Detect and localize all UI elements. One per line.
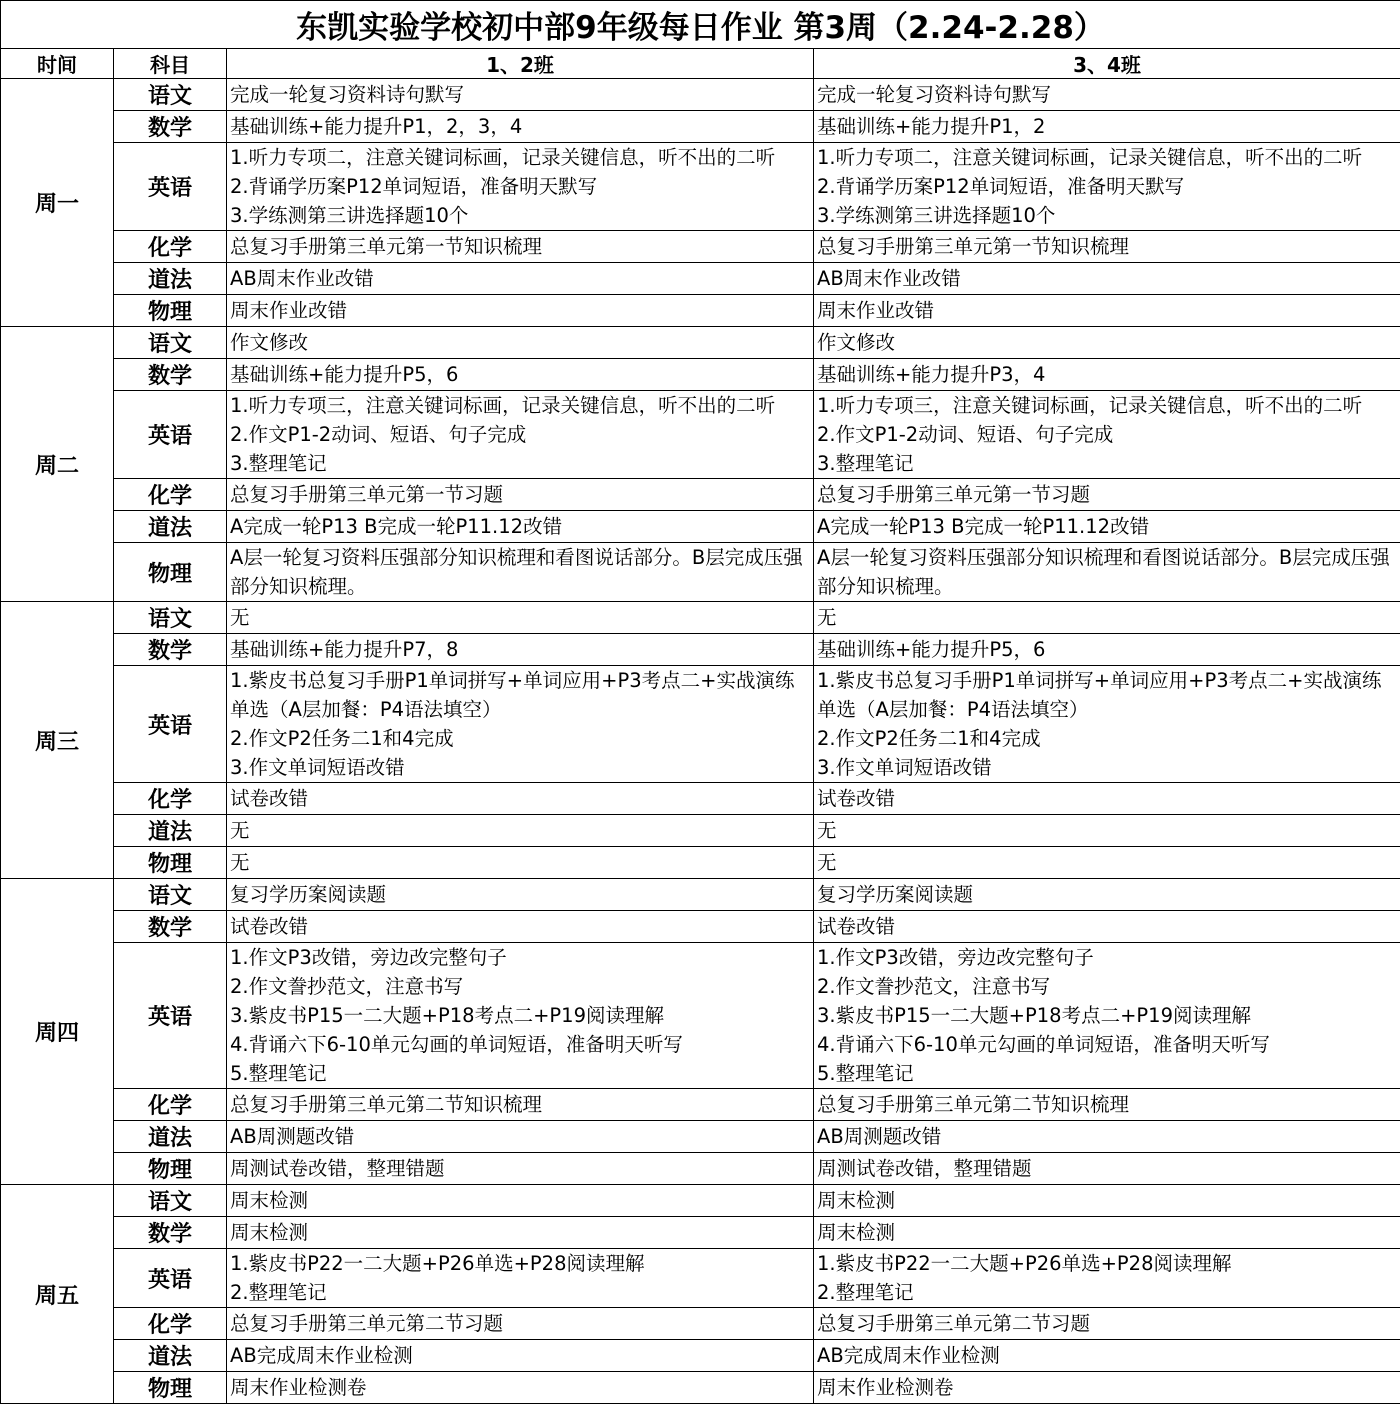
homework-class-3-4: 周测试卷改错，整理错题 [814, 1153, 1400, 1185]
homework-class-1-2: 无 [227, 847, 814, 879]
subject-cell: 物理 [114, 295, 227, 327]
homework-class-1-2: 基础训练+能力提升P5，6 [227, 359, 814, 391]
table-row [1, 1153, 1400, 1185]
subject-cell: 数学 [114, 911, 227, 943]
table-row [1, 602, 1400, 634]
homework-class-1-2: 无 [227, 815, 814, 847]
subject-cell: 数学 [114, 1217, 227, 1249]
homework-class-3-4: 基础训练+能力提升P3，4 [814, 359, 1400, 391]
table-row [1, 666, 1400, 783]
homework-class-3-4: 周末检测 [814, 1217, 1400, 1249]
homework-class-1-2: 总复习手册第三单元第二节习题 [227, 1308, 814, 1340]
table-row [1, 1372, 1400, 1404]
subject-cell: 数学 [114, 634, 227, 666]
table-row [1, 327, 1400, 359]
homework-class-1-2: 作文修改 [227, 327, 814, 359]
homework-class-1-2: 总复习手册第三单元第一节习题 [227, 479, 814, 511]
homework-class-1-2: 总复习手册第三单元第一节知识梳理 [227, 231, 814, 263]
subject-cell: 化学 [114, 1089, 227, 1121]
homework-class-1-2: 1.紫皮书总复习手册P1单词拼写+单词应用+P3考点二+实战演练单选（A层加餐：P4语法填空） 2.作文P2任务二1和4完成 3.作文单词短语改错 [227, 666, 814, 783]
subject-cell: 道法 [114, 263, 227, 295]
table-row [1, 391, 1400, 479]
homework-class-3-4: 基础训练+能力提升P5，6 [814, 634, 1400, 666]
homework-class-3-4: 作文修改 [814, 327, 1400, 359]
homework-class-1-2: 1.听力专项三，注意关键词标画，记录关键信息，听不出的二听 2.作文P1-2动词、短语、句子完成 3.整理笔记 [227, 391, 814, 479]
subject-cell: 英语 [114, 1249, 227, 1308]
table-row [1, 295, 1400, 327]
table-row [1, 231, 1400, 263]
homework-class-3-4: 总复习手册第三单元第一节习题 [814, 479, 1400, 511]
header-class-1-2: 1、2班 [227, 49, 814, 79]
homework-class-1-2: 周末作业改错 [227, 295, 814, 327]
homework-class-3-4: 试卷改错 [814, 911, 1400, 943]
homework-class-3-4: 周末作业检测卷 [814, 1372, 1400, 1404]
subject-cell: 语文 [114, 79, 227, 111]
subject-cell: 化学 [114, 479, 227, 511]
homework-class-1-2: 1.紫皮书P22一二大题+P26单选+P28阅读理解 2.整理笔记 [227, 1249, 814, 1308]
day-cell: 周四 [1, 879, 114, 1185]
table-row [1, 79, 1400, 111]
homework-class-1-2: AB周末作业改错 [227, 263, 814, 295]
homework-class-1-2: 试卷改错 [227, 911, 814, 943]
homework-class-3-4: 试卷改错 [814, 783, 1400, 815]
subject-cell: 数学 [114, 111, 227, 143]
header-time: 时间 [1, 49, 114, 79]
homework-class-3-4: 周末检测 [814, 1185, 1400, 1217]
homework-class-3-4: A完成一轮P13 B完成一轮P11.12改错 [814, 511, 1400, 543]
homework-class-1-2: 试卷改错 [227, 783, 814, 815]
subject-cell: 物理 [114, 1153, 227, 1185]
table-row [1, 543, 1400, 602]
subject-cell: 语文 [114, 327, 227, 359]
subject-cell: 道法 [114, 1340, 227, 1372]
homework-class-3-4: 总复习手册第三单元第二节习题 [814, 1308, 1400, 1340]
homework-class-3-4: 1.听力专项二，注意关键词标画，记录关键信息，听不出的二听 2.背诵学历案P12单词短语，准备明天默写 3.学练测第三讲选择题10个 [814, 143, 1400, 231]
homework-class-1-2: 无 [227, 602, 814, 634]
table-row [1, 911, 1400, 943]
subject-cell: 物理 [114, 543, 227, 602]
homework-class-3-4: 总复习手册第三单元第一节知识梳理 [814, 231, 1400, 263]
subject-cell: 语文 [114, 879, 227, 911]
subject-cell: 英语 [114, 391, 227, 479]
subject-cell: 英语 [114, 943, 227, 1089]
day-cell: 周二 [1, 327, 114, 602]
homework-class-1-2: 周测试卷改错，整理错题 [227, 1153, 814, 1185]
subject-cell: 化学 [114, 231, 227, 263]
day-cell: 周三 [1, 602, 114, 879]
homework-class-1-2: 完成一轮复习资料诗句默写 [227, 79, 814, 111]
homework-class-3-4: 完成一轮复习资料诗句默写 [814, 79, 1400, 111]
homework-class-3-4: 1.紫皮书P22一二大题+P26单选+P28阅读理解 2.整理笔记 [814, 1249, 1400, 1308]
title-row [1, 1, 1400, 49]
homework-class-3-4: AB周测题改错 [814, 1121, 1400, 1153]
table-row [1, 1340, 1400, 1372]
homework-class-3-4: AB周末作业改错 [814, 263, 1400, 295]
day-cell: 周五 [1, 1185, 114, 1404]
homework-class-1-2: 总复习手册第三单元第二节知识梳理 [227, 1089, 814, 1121]
page-title: 东凯实验学校初中部9年级每日作业 第3周（2.24-2.28） [1, 1, 1400, 49]
table-row [1, 511, 1400, 543]
subject-cell: 英语 [114, 666, 227, 783]
homework-class-1-2: A层一轮复习资料压强部分知识梳理和看图说话部分。B层完成压强部分知识梳理。 [227, 543, 814, 602]
homework-class-1-2: 1.听力专项二，注意关键词标画，记录关键信息，听不出的二听 2.背诵学历案P12单词短语，准备明天默写 3.学练测第三讲选择题10个 [227, 143, 814, 231]
table-row [1, 111, 1400, 143]
subject-cell: 化学 [114, 1308, 227, 1340]
subject-cell: 化学 [114, 783, 227, 815]
table-row [1, 943, 1400, 1089]
table-row [1, 1185, 1400, 1217]
table-row [1, 847, 1400, 879]
subject-cell: 道法 [114, 1121, 227, 1153]
subject-cell: 道法 [114, 511, 227, 543]
table-row [1, 634, 1400, 666]
homework-class-1-2: AB周测题改错 [227, 1121, 814, 1153]
homework-class-1-2: AB完成周末作业检测 [227, 1340, 814, 1372]
table-row [1, 143, 1400, 231]
subject-cell: 语文 [114, 602, 227, 634]
homework-class-3-4: AB完成周末作业检测 [814, 1340, 1400, 1372]
table-row [1, 1249, 1400, 1308]
table-row [1, 1308, 1400, 1340]
homework-class-3-4: 1.作文P3改错，旁边改完整句子 2.作文誊抄范文，注意书写 3.紫皮书P15一二大题+P18考点二+P19阅读理解 4.背诵六下6-10单元勾画的单词短语，准备明天听写 5.整理笔记 [814, 943, 1400, 1089]
subject-cell: 物理 [114, 1372, 227, 1404]
homework-class-3-4: 总复习手册第三单元第二节知识梳理 [814, 1089, 1400, 1121]
homework-class-3-4: 无 [814, 815, 1400, 847]
homework-class-1-2: 周末检测 [227, 1185, 814, 1217]
table-row [1, 1121, 1400, 1153]
homework-class-1-2: 周末作业检测卷 [227, 1372, 814, 1404]
day-cell: 周一 [1, 79, 114, 327]
table-row [1, 263, 1400, 295]
subject-cell: 数学 [114, 359, 227, 391]
homework-class-1-2: A完成一轮P13 B完成一轮P11.12改错 [227, 511, 814, 543]
homework-class-3-4: 基础训练+能力提升P1，2 [814, 111, 1400, 143]
homework-class-3-4: 复习学历案阅读题 [814, 879, 1400, 911]
homework-class-3-4: 周末作业改错 [814, 295, 1400, 327]
homework-class-3-4: 无 [814, 602, 1400, 634]
subject-cell: 物理 [114, 847, 227, 879]
table-row [1, 479, 1400, 511]
homework-class-3-4: A层一轮复习资料压强部分知识梳理和看图说话部分。B层完成压强部分知识梳理。 [814, 543, 1400, 602]
table-row [1, 1089, 1400, 1121]
subject-cell: 道法 [114, 815, 227, 847]
homework-class-3-4: 1.紫皮书总复习手册P1单词拼写+单词应用+P3考点二+实战演练单选（A层加餐：P4语法填空） 2.作文P2任务二1和4完成 3.作文单词短语改错 [814, 666, 1400, 783]
homework-class-3-4: 无 [814, 847, 1400, 879]
subject-cell: 英语 [114, 143, 227, 231]
table-row [1, 815, 1400, 847]
homework-class-3-4: 1.听力专项三，注意关键词标画，记录关键信息，听不出的二听 2.作文P1-2动词、短语、句子完成 3.整理笔记 [814, 391, 1400, 479]
table-row [1, 1217, 1400, 1249]
table-row [1, 359, 1400, 391]
table-row [1, 783, 1400, 815]
header-subject: 科目 [114, 49, 227, 79]
header-row [1, 49, 1400, 79]
table-row [1, 879, 1400, 911]
homework-class-1-2: 复习学历案阅读题 [227, 879, 814, 911]
subject-cell: 语文 [114, 1185, 227, 1217]
homework-class-1-2: 基础训练+能力提升P7，8 [227, 634, 814, 666]
header-class-3-4: 3、4班 [814, 49, 1400, 79]
homework-class-1-2: 周末检测 [227, 1217, 814, 1249]
homework-class-1-2: 基础训练+能力提升P1，2，3，4 [227, 111, 814, 143]
homework-class-1-2: 1.作文P3改错，旁边改完整句子 2.作文誊抄范文，注意书写 3.紫皮书P15一二大题+P18考点二+P19阅读理解 4.背诵六下6-10单元勾画的单词短语，准备明天听写 5.整理笔记 [227, 943, 814, 1089]
